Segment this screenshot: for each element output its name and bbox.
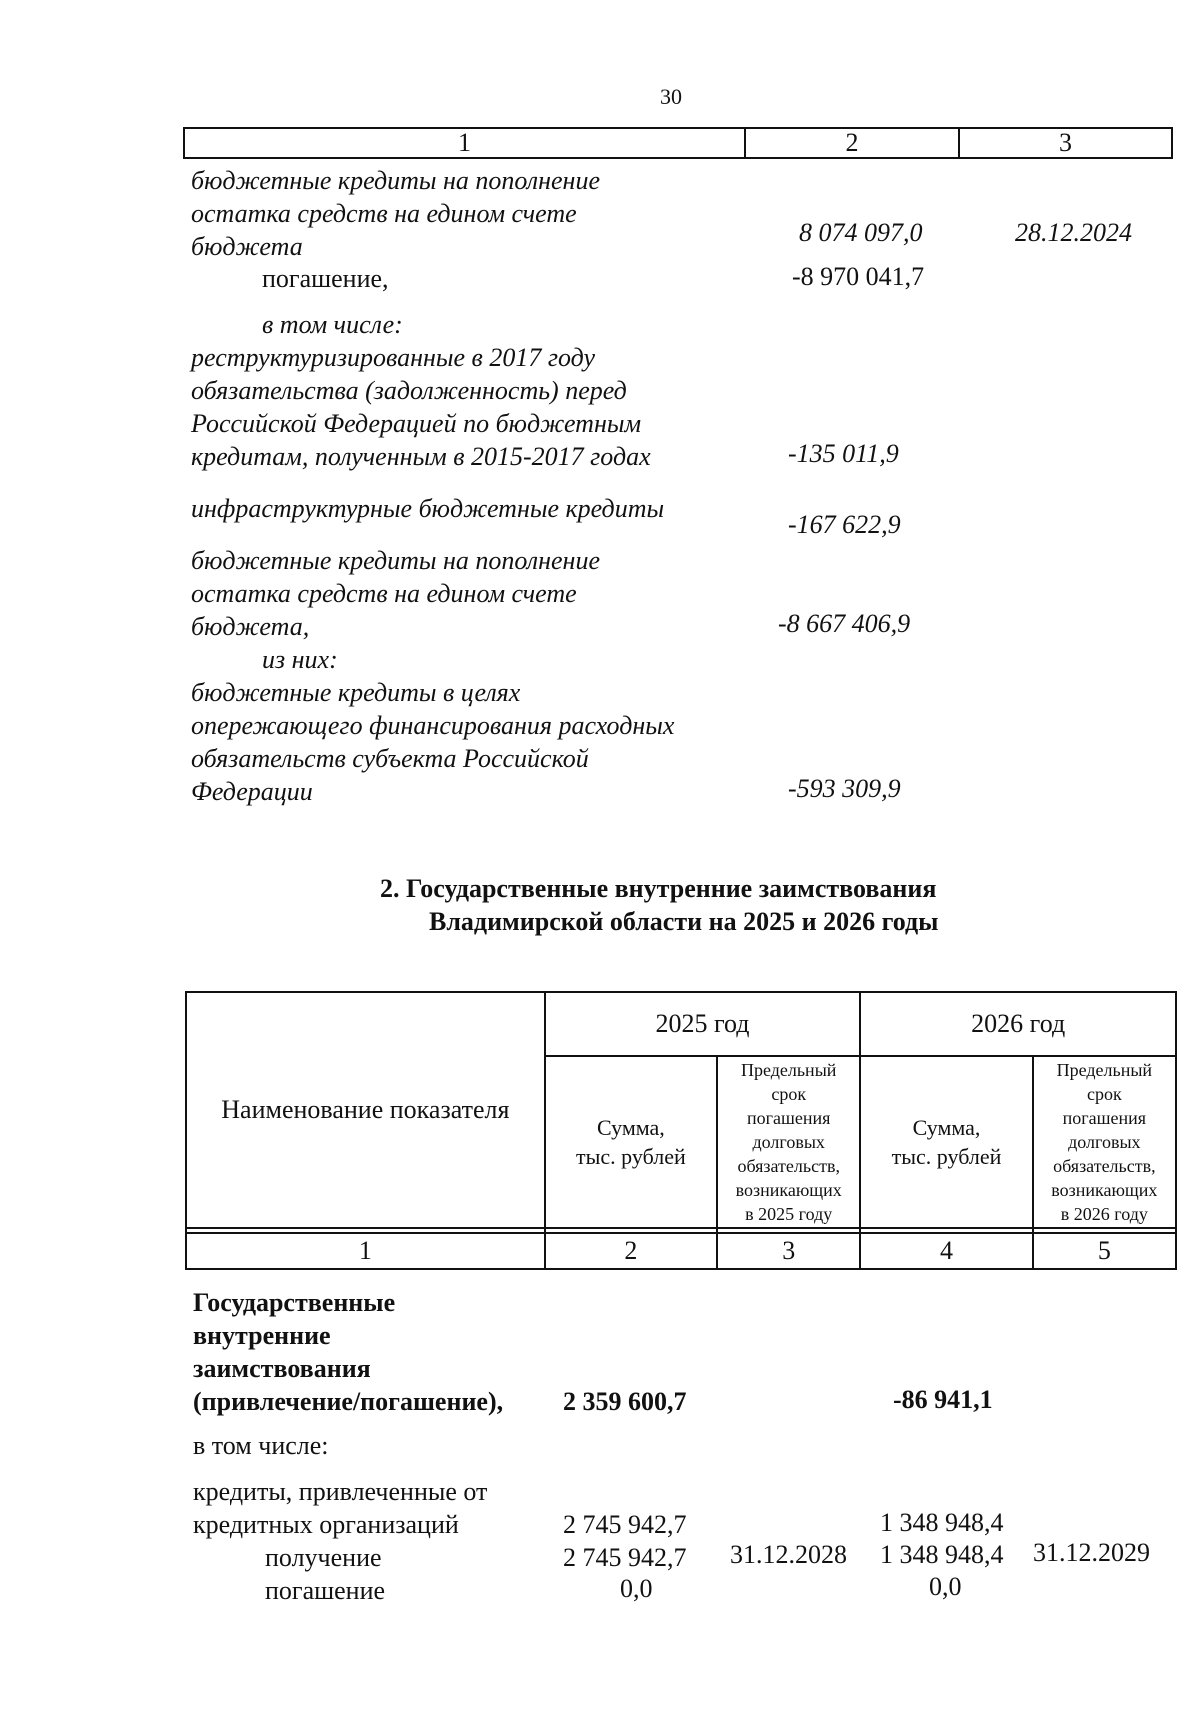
text-line: бюджетные кредиты на пополнение xyxy=(191,166,600,195)
receipt-2026: 1 348 948,4 xyxy=(880,1540,1004,1569)
repay-value: -8 970 041,7 xyxy=(792,262,925,291)
text-line: опережающего финансирования расходных xyxy=(191,711,675,740)
repay-label: погашение, xyxy=(262,264,389,293)
term-line: в 2025 году xyxy=(745,1204,833,1224)
col-num-1: 1 xyxy=(186,1233,545,1269)
sum-header-line: тыс. рублей xyxy=(576,1144,686,1169)
text-line: обязательства (задолженность) перед xyxy=(191,376,627,405)
total-2026: -86 941,1 xyxy=(893,1385,993,1414)
date: 28.12.2024 xyxy=(1015,218,1132,247)
borrowings-table xyxy=(185,991,1177,1270)
col-num-5: 5 xyxy=(1033,1233,1176,1269)
term-line: погашения xyxy=(747,1108,831,1128)
value: -8 667 406,9 xyxy=(778,609,911,638)
repay-2025: 0,0 xyxy=(620,1574,653,1603)
name-header: Наименование показателя xyxy=(186,992,545,1228)
term-line: погашения xyxy=(1062,1108,1147,1128)
text-line: Российской Федерацией по бюджетным xyxy=(191,409,642,438)
sum-header-line: Сумма, xyxy=(912,1115,981,1140)
row-label: погашение xyxy=(265,1576,386,1605)
col-3-number: 3 xyxy=(1059,128,1072,157)
col-num-3: 3 xyxy=(717,1233,860,1269)
section-title-line-1: 2. Государственные внутренние заимствования xyxy=(380,874,937,903)
col-num-2: 2 xyxy=(545,1233,717,1269)
repay-2026: 0,0 xyxy=(929,1572,962,1601)
text-line: остатка средств на едином счете xyxy=(191,579,577,608)
col-2-number: 2 xyxy=(746,129,960,157)
term-header-2025 xyxy=(717,1056,860,1228)
section-title-line-2: Владимирской области на 2025 и 2026 годы xyxy=(429,907,939,936)
text-line: бюджета xyxy=(191,232,303,261)
term-line: возникающих xyxy=(1051,1180,1158,1200)
term-line: долговых xyxy=(1068,1132,1141,1152)
credits-2026: 1 348 948,4 xyxy=(880,1508,1004,1537)
text-line: Федерации xyxy=(191,777,313,806)
value: -135 011,9 xyxy=(788,439,899,468)
term-line: Предельный xyxy=(1056,1060,1153,1080)
incl-label: в том числе: xyxy=(193,1431,329,1460)
text-line: бюджета, xyxy=(191,612,310,641)
sum-header-2025 xyxy=(545,1056,717,1228)
text-line: обязательств субъекта Российской xyxy=(191,744,589,773)
column-number-header xyxy=(183,127,1173,159)
sum-header-2026 xyxy=(860,1056,1032,1228)
total-2025: 2 359 600,7 xyxy=(563,1387,687,1416)
col-1-number: 1 xyxy=(185,129,746,157)
term-header-2026 xyxy=(1033,1056,1176,1228)
year-2026-header: 2026 год xyxy=(860,992,1176,1056)
of-them-label: из них: xyxy=(262,645,338,674)
term-line: Предельный xyxy=(740,1060,837,1080)
text-line: инфраструктурные бюджетные кредиты xyxy=(191,494,665,523)
receipt-2025: 2 745 942,7 xyxy=(563,1543,687,1572)
text-line: реструктуризированные в 2017 году xyxy=(191,343,595,372)
text-line: бюджетные кредиты на пополнение xyxy=(191,546,600,575)
term-line: обязательств, xyxy=(737,1156,840,1176)
value: -167 622,9 xyxy=(788,510,901,539)
term-line: в 2026 году xyxy=(1060,1204,1148,1224)
row-label: кредиты, привлеченные от xyxy=(193,1477,488,1506)
value: 8 074 097,0 xyxy=(799,218,923,247)
term-line: срок xyxy=(1086,1084,1122,1104)
receipt-term-2026: 31.12.2029 xyxy=(1033,1538,1150,1567)
sum-header-line: тыс. рублей xyxy=(891,1144,1002,1169)
year-2025-header: 2025 год xyxy=(545,992,861,1056)
row-label: Государственные xyxy=(193,1288,396,1317)
row-label: (привлечение/погашение), xyxy=(193,1387,504,1416)
text-line: остатка средств на едином счете xyxy=(191,199,577,228)
value: -593 309,9 xyxy=(788,774,901,803)
term-line: возникающих xyxy=(735,1180,842,1200)
row-label: внутренние xyxy=(193,1321,331,1350)
col-num-4: 4 xyxy=(860,1233,1032,1269)
sum-header-line: Сумма, xyxy=(596,1115,665,1140)
term-line: обязательств, xyxy=(1053,1156,1156,1176)
text-line: кредитам, полученным в 2015-2017 годах xyxy=(191,442,651,471)
term-line: долговых xyxy=(752,1132,825,1152)
row-label: получение xyxy=(265,1543,382,1572)
row-label: кредитных организаций xyxy=(193,1510,459,1539)
credits-2025: 2 745 942,7 xyxy=(563,1510,687,1539)
incl-label: в том числе: xyxy=(262,310,403,339)
receipt-term-2025: 31.12.2028 xyxy=(730,1540,847,1569)
text-line: бюджетные кредиты в целях xyxy=(191,678,521,707)
page-number: 30 xyxy=(660,84,682,109)
term-line: срок xyxy=(771,1084,807,1104)
row-label: заимствования xyxy=(193,1354,371,1383)
